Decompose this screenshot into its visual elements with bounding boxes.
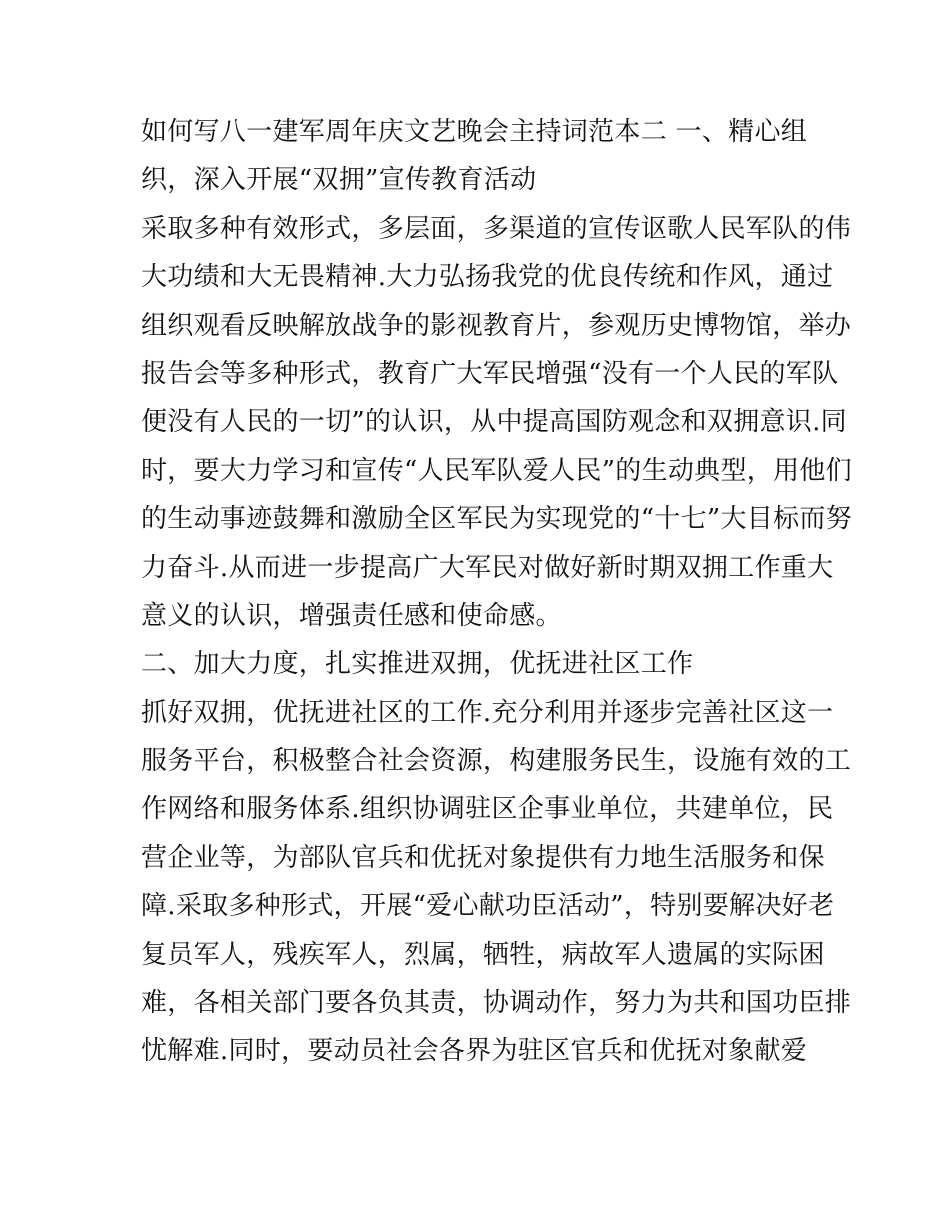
title-line-1: 如何写八一建军周年庆文艺晚会主持词范本二 一、精心组 xyxy=(141,117,808,147)
paragraph-line: 大功绩和大无畏精神.大力弘扬我党的优良传统和作风，通过 xyxy=(141,262,834,293)
paragraph-line: 障.采取多种形式，开展“爱心献功臣活动”，特别要解决好老 xyxy=(141,891,835,922)
paragraph-line: 采取多种有效形式，多层面，多渠道的宣传讴歌人民军队的伟 xyxy=(141,213,852,244)
document-body xyxy=(141,108,852,1076)
paragraph-line: 报告会等多种形式，教育广大军民增强“没有一个人民的军队 xyxy=(141,358,839,389)
paragraph-line: 复员军人，残疾军人，烈属，牺牲，病故军人遗属的实际困 xyxy=(141,939,825,970)
paragraph-line: 时，要大力学习和宣传“人民军队爱人民”的生动典型，用他们 xyxy=(141,455,852,486)
section-heading: 二、加大力度，扎实推进双拥，优抚进社区工作 xyxy=(141,649,694,680)
title-line-2: 织，深入开展“双拥”宣传教育活动 xyxy=(141,165,537,196)
paragraph-line: 难，各相关部门要各负其责，协调动作，努力为共和国功臣排 xyxy=(141,988,852,1019)
paragraph-line: 营企业等，为部队官兵和优抚对象提供有力地生活服务和保 xyxy=(141,842,825,873)
paragraph-line: 的生动事迹鼓舞和激励全区军民为实现党的“十七”大目标而努 xyxy=(141,504,852,535)
paragraph-line: 服务平台，积极整合社会资源，构建服务民生，设施有效的工 xyxy=(141,746,852,777)
paragraph-line: 组织观看反映解放战争的影视教育片，参观历史博物馆，举办 xyxy=(141,310,852,341)
paragraph-line: 作网络和服务体系.组织协调驻区企事业单位，共建单位，民 xyxy=(141,794,834,825)
paragraph-line: 便没有人民的一切”的认识，从中提高国防观念和双拥意识.同 xyxy=(141,407,847,438)
paragraph-line: 力奋斗.从而进一步提高广大军民对做好新时期双拥工作重大 xyxy=(141,552,834,583)
paragraph-line: 忧解难.同时，要动员社会各界为驻区官兵和优抚对象献爱 xyxy=(141,1036,808,1067)
paragraph-line: 意义的认识，增强责任感和使命感。 xyxy=(141,600,562,631)
paragraph-line: 抓好双拥，优抚进社区的工作.充分利用并逐步完善社区这一 xyxy=(141,697,834,728)
